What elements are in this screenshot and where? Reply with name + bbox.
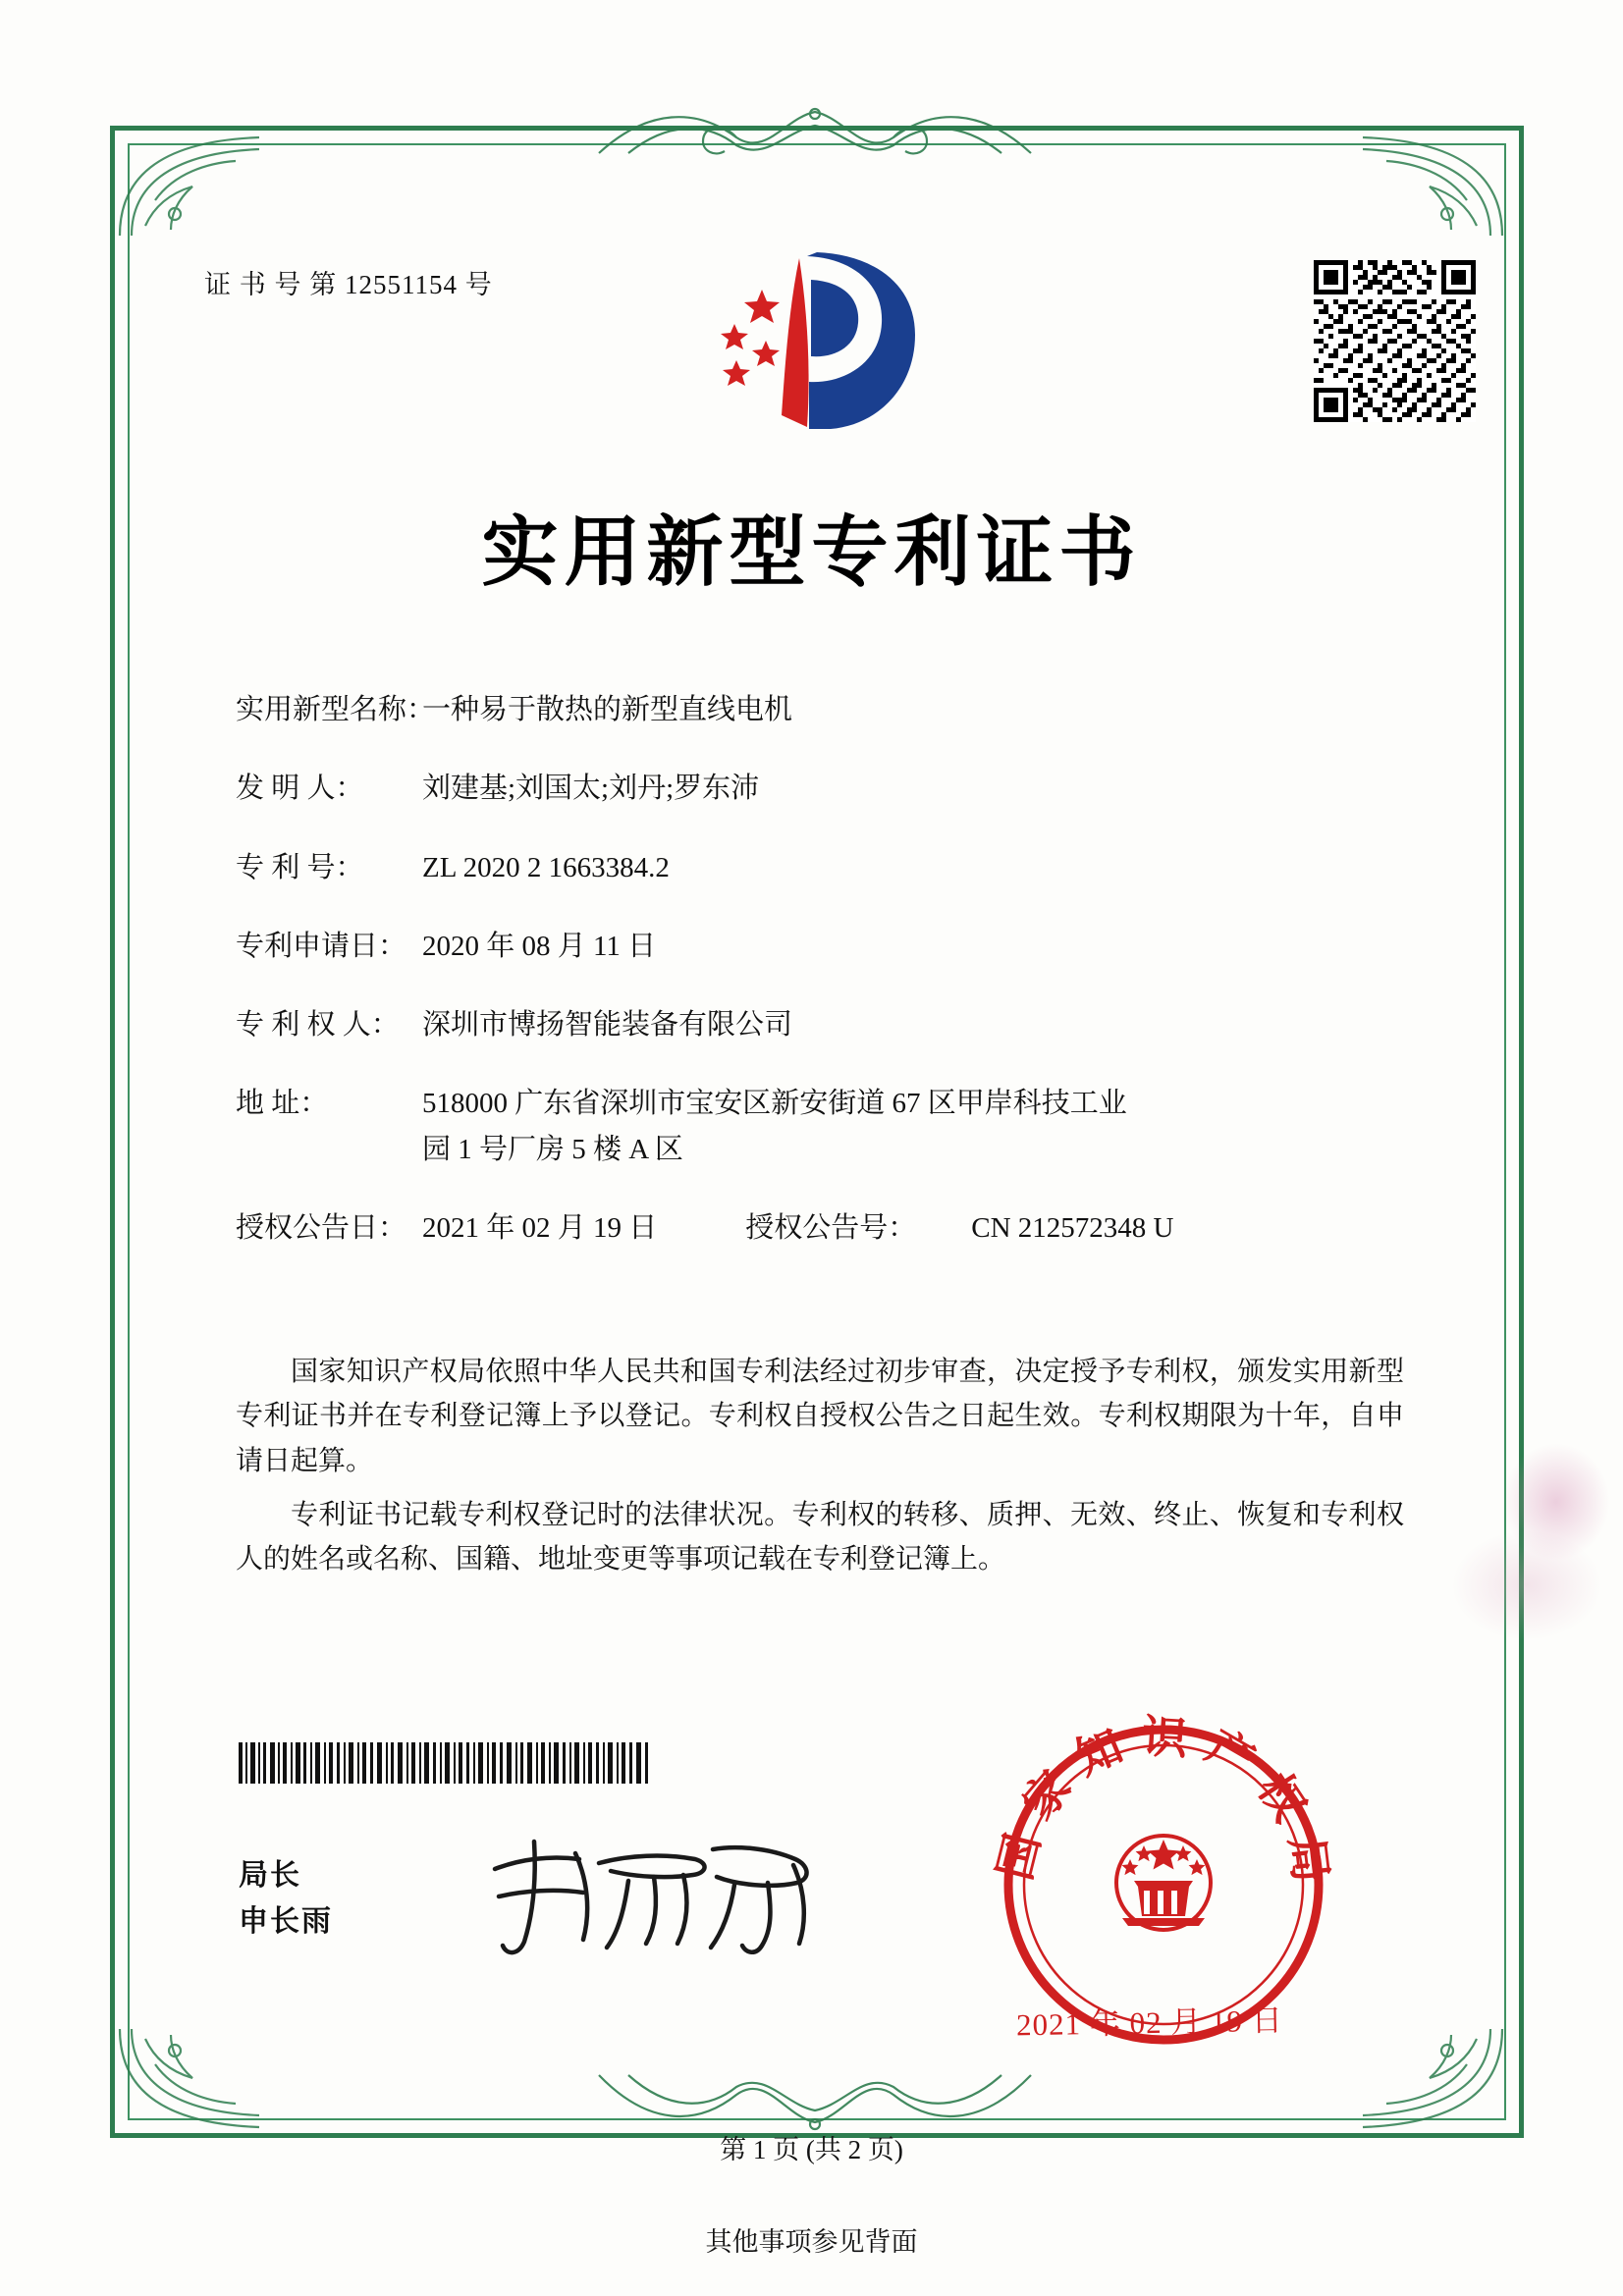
field-address: [236, 1086, 1394, 1167]
cnipa-logo-icon: [705, 250, 950, 442]
address-line-1: 518000 广东省深圳市宝安区新安街道 67 区甲岸科技工业: [422, 1088, 1127, 1120]
grant-date-label: 授权公告日：: [236, 1211, 407, 1244]
field-value: [422, 1086, 1394, 1167]
grant-date-value: 2021 年 02 月 19 日: [422, 1211, 658, 1244]
body-paragraphs: [236, 1350, 1404, 1592]
ornament-bottom-center: [589, 2065, 1041, 2134]
ornament-corner-top-left: [116, 132, 263, 240]
director-name: 申长雨: [239, 1904, 333, 1938]
seal-text: 国家知识产权局: [989, 1711, 1338, 1901]
field-label: 专利申请日：: [236, 930, 407, 962]
field-list: [236, 692, 1394, 1273]
address-line-2: 园 1 号厂房 5 楼 A 区: [422, 1133, 683, 1165]
field-application-date: [236, 929, 1394, 964]
field-label: 专 利 权 人：: [236, 1009, 400, 1041]
field-value: 深圳市博扬智能装备有限公司: [422, 1009, 793, 1041]
back-side-note: 其他事项参见背面: [705, 2227, 918, 2257]
director-title: 局长: [239, 1859, 301, 1892]
signature-block: [239, 1853, 333, 1945]
field-label: 地 址：: [236, 1088, 329, 1120]
field-value: 刘建基;刘国太;刘丹;罗东沛: [422, 773, 760, 805]
seal-date: 2021 年 02 月 19 日: [1015, 2002, 1284, 2043]
qr-code-icon: [1314, 260, 1476, 422]
field-value: ZL 2020 2 1663384.2: [422, 851, 670, 883]
field-inventors: [236, 771, 1394, 806]
field-label: 发 明 人：: [236, 773, 364, 805]
ornament-corner-bottom-right: [1359, 2025, 1506, 2133]
field-value: 一种易于散热的新型直线电机: [422, 694, 793, 725]
barcode: [239, 1742, 651, 1784]
field-label: 专 利 号：: [236, 851, 364, 883]
ornament-corner-bottom-left: [116, 2025, 263, 2133]
grant-number-value: CN 212572348 U: [971, 1211, 1174, 1244]
handwritten-signature-icon: [481, 1826, 835, 1963]
page-title: 实用新型专利证书: [481, 509, 1142, 595]
page-number: 第 1 页 (共 2 页): [720, 2135, 903, 2164]
field-grant-announcement: [236, 1210, 1394, 1246]
field-patent-number: [236, 850, 1394, 885]
field-label: 实用新型名称：: [236, 694, 436, 725]
grant-number-label: 授权公告号：: [745, 1211, 917, 1244]
svg-text:国家知识产权局: [990, 1711, 1338, 1900]
paragraph-2: 专利证书记载专利权登记时的法律状况。专利权的转移、质押、无效、终止、恢复和专利权人的姓名或名称、国籍、地址变更等事项记载在专利登记簿上。: [236, 1500, 1404, 1575]
field-utility-model-name: [236, 692, 1394, 727]
ornament-top-center: [589, 98, 1041, 159]
ornament-corner-top-right: [1359, 132, 1506, 240]
field-value: 2020 年 08 月 11 日: [422, 930, 657, 962]
certificate-number: 证 书 号 第 12551154 号: [204, 270, 493, 299]
paragraph-1: 国家知识产权局依照中华人民共和国专利法经过初步审查，决定授予专利权，颁发实用新型专利证书并在专利登记簿上予以登记。专利权自授权公告之日起生效。专利权期限为十年，自申请日起算。: [236, 1357, 1404, 1476]
field-patentee: [236, 1007, 1394, 1042]
